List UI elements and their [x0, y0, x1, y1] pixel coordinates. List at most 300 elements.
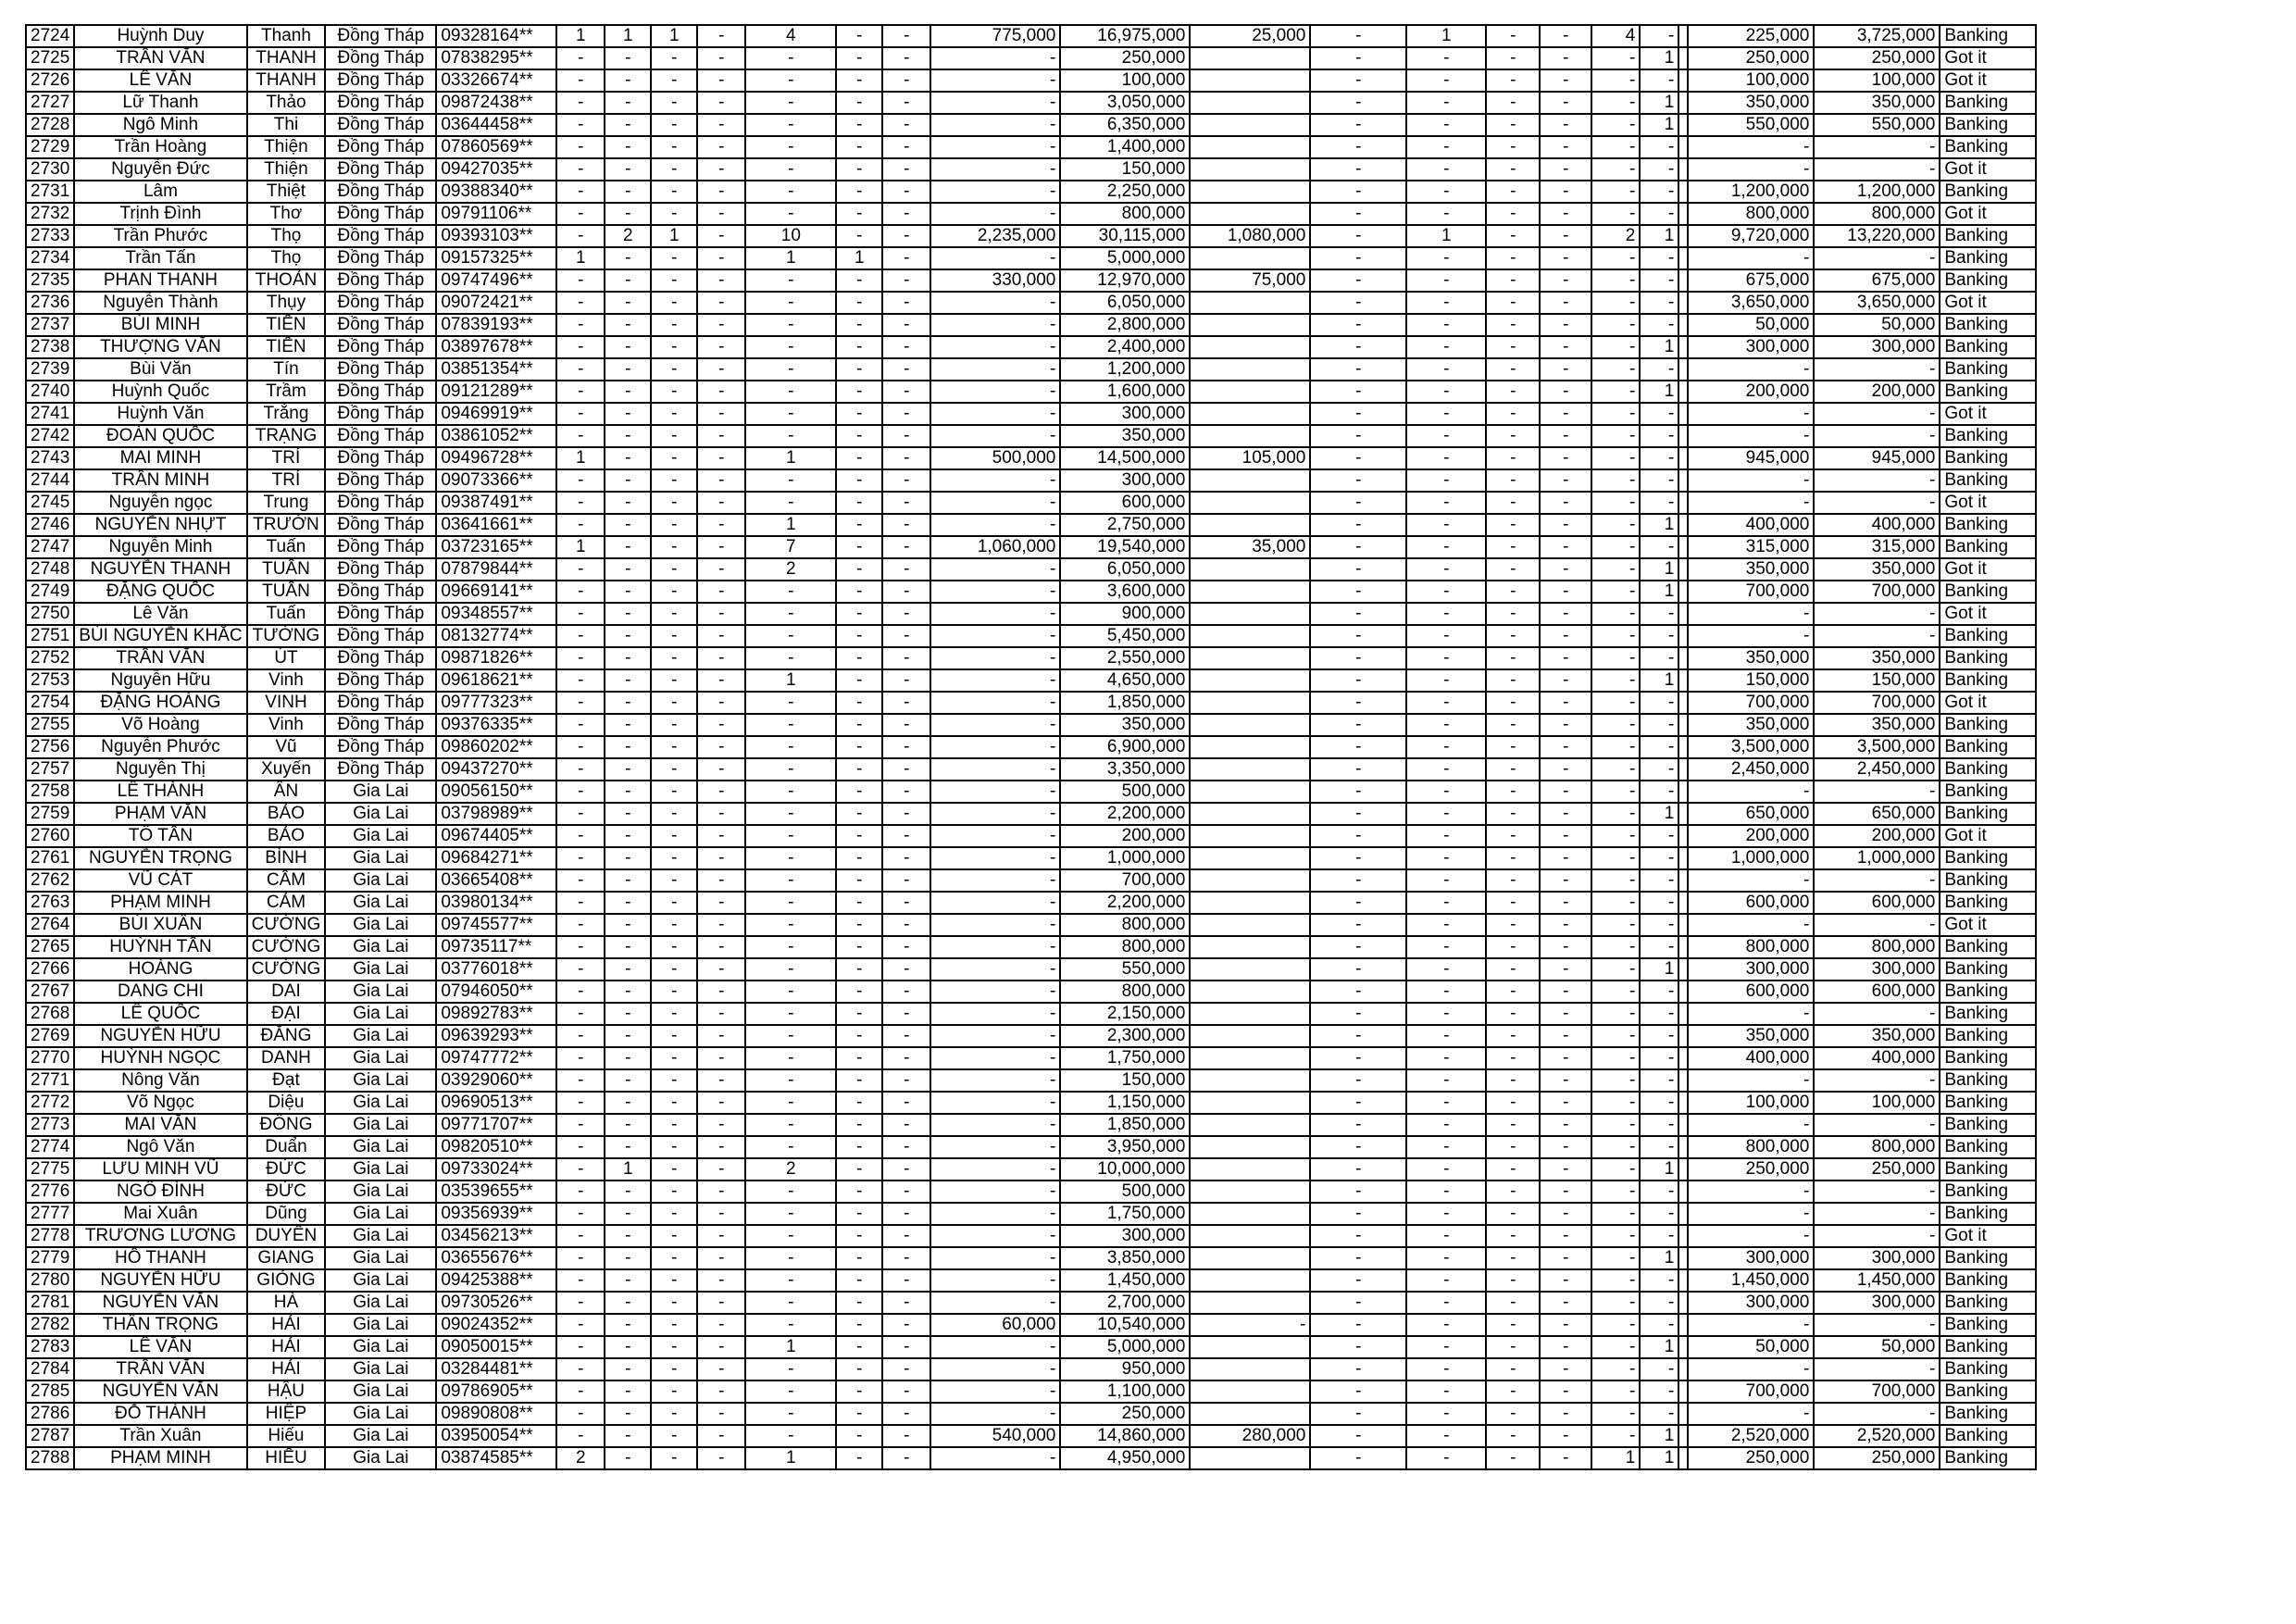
cell-q14: [1678, 1158, 1688, 1181]
cell-q4: -: [697, 936, 745, 958]
cell-name: THANH: [247, 47, 326, 69]
cell-v2: 2,150,000: [1060, 1003, 1190, 1025]
cell-q11: -: [1540, 625, 1591, 647]
cell-q6: -: [836, 47, 882, 69]
cell-q10: -: [1486, 558, 1540, 581]
cell-q7: -: [882, 714, 930, 736]
cell-name: CẢM: [247, 892, 326, 914]
cell-q6: -: [836, 892, 882, 914]
cell-v3: [1190, 181, 1310, 203]
cell-q14: [1678, 669, 1688, 692]
cell-q12: -: [1591, 914, 1640, 936]
cell-q3: -: [651, 603, 697, 625]
cell-q10: -: [1486, 1358, 1540, 1380]
cell-q9: 1: [1406, 225, 1486, 247]
cell-province: Gia Lai: [325, 803, 436, 825]
cell-q6: -: [836, 1203, 882, 1225]
cell-q2: -: [605, 803, 651, 825]
cell-v2: 3,950,000: [1060, 1136, 1190, 1158]
cell-q14: [1678, 1203, 1688, 1225]
cell-q9: -: [1406, 1292, 1486, 1314]
cell-surname: PHẠM MINH: [74, 892, 246, 914]
cell-q5: -: [745, 269, 836, 292]
cell-province: Gia Lai: [325, 1247, 436, 1269]
cell-q3: -: [651, 469, 697, 492]
cell-q3: -: [651, 1047, 697, 1069]
cell-surname: NGÔ ĐÌNH: [74, 1181, 246, 1203]
cell-q9: -: [1406, 425, 1486, 447]
cell-no: 2743: [26, 447, 74, 469]
cell-q7: -: [882, 292, 930, 314]
cell-no: 2756: [26, 736, 74, 758]
cell-phone: 09437270**: [436, 758, 556, 781]
cell-phone: 09024352**: [436, 1314, 556, 1336]
cell-name: ĐĂNG: [247, 1025, 326, 1047]
cell-q7: -: [882, 758, 930, 781]
cell-surname: DANG CHI: [74, 981, 246, 1003]
cell-q1: -: [556, 892, 605, 914]
cell-q13: -: [1640, 1003, 1678, 1025]
cell-no: 2733: [26, 225, 74, 247]
cell-q13: -: [1640, 447, 1678, 469]
cell-surname: Trần Hoàng: [74, 136, 246, 158]
cell-method: Banking: [1940, 1114, 2036, 1136]
cell-q1: -: [556, 136, 605, 158]
cell-no: 2758: [26, 781, 74, 803]
cell-surname: TRẦN VĂN: [74, 647, 246, 669]
cell-v1: -: [930, 1380, 1060, 1403]
cell-q14: [1678, 647, 1688, 669]
cell-q8: -: [1310, 847, 1406, 869]
cell-v2: 3,600,000: [1060, 581, 1190, 603]
cell-name: ĐỨC: [247, 1181, 326, 1203]
cell-q3: -: [651, 1136, 697, 1158]
cell-q1: 1: [556, 25, 605, 47]
cell-q4: -: [697, 247, 745, 269]
cell-q7: -: [882, 1114, 930, 1136]
cell-province: Đồng Tháp: [325, 92, 436, 114]
cell-method: Banking: [1940, 1069, 2036, 1092]
cell-q7: -: [882, 514, 930, 536]
cell-q4: -: [697, 1336, 745, 1358]
cell-q10: -: [1486, 447, 1540, 469]
cell-v2: 2,250,000: [1060, 181, 1190, 203]
cell-v4: -: [1688, 1181, 1814, 1203]
cell-q11: -: [1540, 1292, 1591, 1314]
cell-v3: -: [1190, 1314, 1310, 1336]
cell-name: HẢI: [247, 1314, 326, 1336]
cell-q14: [1678, 1314, 1688, 1336]
cell-no: 2781: [26, 1292, 74, 1314]
cell-q12: -: [1591, 247, 1640, 269]
cell-q1: -: [556, 1314, 605, 1336]
cell-q5: -: [745, 203, 836, 225]
cell-v2: 5,000,000: [1060, 1336, 1190, 1358]
cell-q8: -: [1310, 536, 1406, 558]
cell-q5: -: [745, 869, 836, 892]
cell-method: Banking: [1940, 92, 2036, 114]
cell-method: Banking: [1940, 269, 2036, 292]
cell-q10: -: [1486, 381, 1540, 403]
cell-no: 2779: [26, 1247, 74, 1269]
cell-q4: -: [697, 781, 745, 803]
cell-q13: 1: [1640, 1158, 1678, 1181]
cell-q6: -: [836, 1336, 882, 1358]
cell-q9: -: [1406, 69, 1486, 92]
cell-q10: -: [1486, 136, 1540, 158]
cell-q3: -: [651, 1092, 697, 1114]
cell-no: 2744: [26, 469, 74, 492]
cell-v4: -: [1688, 403, 1814, 425]
cell-q4: -: [697, 803, 745, 825]
cell-phone: 03874585**: [436, 1447, 556, 1469]
cell-v5: 650,000: [1814, 803, 1940, 825]
cell-v3: [1190, 581, 1310, 603]
cell-q9: -: [1406, 447, 1486, 469]
cell-v2: 30,115,000: [1060, 225, 1190, 247]
table-row: [26, 536, 2036, 558]
cell-q4: -: [697, 1069, 745, 1092]
cell-q6: -: [836, 1314, 882, 1336]
cell-q11: -: [1540, 692, 1591, 714]
cell-method: Banking: [1940, 1181, 2036, 1203]
cell-surname: NGUYỄN HỮU: [74, 1269, 246, 1292]
cell-v3: [1190, 936, 1310, 958]
table-row: [26, 1425, 2036, 1447]
cell-q5: 2: [745, 1158, 836, 1181]
cell-q9: -: [1406, 1269, 1486, 1292]
cell-q2: -: [605, 669, 651, 692]
cell-province: Đồng Tháp: [325, 758, 436, 781]
cell-name: HÀ: [247, 1292, 326, 1314]
cell-q1: -: [556, 492, 605, 514]
cell-v1: -: [930, 825, 1060, 847]
cell-q12: -: [1591, 558, 1640, 581]
cell-q5: -: [745, 647, 836, 669]
cell-q13: -: [1640, 69, 1678, 92]
cell-v1: -: [930, 292, 1060, 314]
cell-q8: -: [1310, 936, 1406, 958]
cell-q10: -: [1486, 669, 1540, 692]
cell-surname: Võ Ngọc: [74, 1092, 246, 1114]
cell-v3: [1190, 981, 1310, 1003]
cell-v4: 300,000: [1688, 1247, 1814, 1269]
cell-province: Đồng Tháp: [325, 381, 436, 403]
cell-q13: 1: [1640, 336, 1678, 358]
cell-method: Banking: [1940, 936, 2036, 958]
cell-q11: -: [1540, 1136, 1591, 1158]
cell-v5: 200,000: [1814, 825, 1940, 847]
table-row: [26, 1203, 2036, 1225]
cell-v2: 4,650,000: [1060, 669, 1190, 692]
cell-surname: TRẦN VĂN: [74, 1358, 246, 1380]
cell-q9: -: [1406, 803, 1486, 825]
cell-no: 2740: [26, 381, 74, 403]
cell-province: Gia Lai: [325, 847, 436, 869]
cell-v2: 900,000: [1060, 603, 1190, 625]
cell-v4: 50,000: [1688, 1336, 1814, 1358]
cell-name: ĐÔNG: [247, 1114, 326, 1136]
cell-q4: -: [697, 158, 745, 181]
cell-name: TRƯỜN: [247, 514, 326, 536]
cell-q8: -: [1310, 92, 1406, 114]
cell-method: Banking: [1940, 869, 2036, 892]
cell-v5: 1,200,000: [1814, 181, 1940, 203]
cell-v4: 400,000: [1688, 514, 1814, 536]
cell-q11: -: [1540, 1425, 1591, 1447]
cell-name: Duẩn: [247, 1136, 326, 1158]
cell-q10: -: [1486, 314, 1540, 336]
cell-surname: VŨ CÁT: [74, 869, 246, 892]
cell-v2: 300,000: [1060, 403, 1190, 425]
cell-v2: 3,850,000: [1060, 1247, 1190, 1269]
cell-v5: 300,000: [1814, 958, 1940, 981]
cell-surname: Trần Xuân: [74, 1425, 246, 1447]
cell-method: Banking: [1940, 1247, 2036, 1269]
cell-q8: -: [1310, 1003, 1406, 1025]
cell-q11: -: [1540, 69, 1591, 92]
cell-q11: -: [1540, 336, 1591, 358]
cell-surname: HOÀNG: [74, 958, 246, 981]
cell-name: Tín: [247, 358, 326, 381]
cell-q1: -: [556, 314, 605, 336]
cell-v1: -: [930, 1358, 1060, 1380]
cell-v1: -: [930, 381, 1060, 403]
cell-v5: -: [1814, 603, 1940, 625]
cell-q2: -: [605, 358, 651, 381]
cell-q2: -: [605, 1025, 651, 1047]
cell-phone: 03798989**: [436, 803, 556, 825]
cell-v4: -: [1688, 358, 1814, 381]
cell-q1: -: [556, 847, 605, 869]
cell-q12: -: [1591, 1069, 1640, 1092]
cell-q8: -: [1310, 781, 1406, 803]
cell-method: Banking: [1940, 1403, 2036, 1425]
cell-q2: -: [605, 1092, 651, 1114]
cell-q12: -: [1591, 447, 1640, 469]
cell-province: Đồng Tháp: [325, 336, 436, 358]
cell-surname: Nguyễn Phước: [74, 736, 246, 758]
cell-v4: -: [1688, 1069, 1814, 1092]
cell-no: 2767: [26, 981, 74, 1003]
cell-name: HẢI: [247, 1358, 326, 1380]
cell-q7: -: [882, 1336, 930, 1358]
cell-name: DAI: [247, 981, 326, 1003]
cell-method: Banking: [1940, 758, 2036, 781]
cell-method: Banking: [1940, 1269, 2036, 1292]
cell-no: 2738: [26, 336, 74, 358]
cell-method: Banking: [1940, 469, 2036, 492]
cell-q5: -: [745, 1358, 836, 1380]
table-row: [26, 203, 2036, 225]
cell-q10: -: [1486, 1336, 1540, 1358]
cell-name: DUYÊN: [247, 1225, 326, 1247]
cell-q7: -: [882, 1358, 930, 1380]
cell-surname: MAI MINH: [74, 447, 246, 469]
cell-q5: -: [745, 981, 836, 1003]
cell-v1: -: [930, 758, 1060, 781]
cell-v4: 600,000: [1688, 892, 1814, 914]
cell-q7: -: [882, 558, 930, 581]
cell-q3: -: [651, 136, 697, 158]
cell-q4: -: [697, 1158, 745, 1181]
cell-q8: -: [1310, 492, 1406, 514]
cell-q4: -: [697, 114, 745, 136]
cell-phone: 03641661**: [436, 514, 556, 536]
cell-q3: -: [651, 381, 697, 403]
cell-name: GIANG: [247, 1247, 326, 1269]
cell-q1: -: [556, 269, 605, 292]
cell-q1: -: [556, 603, 605, 625]
cell-q2: -: [605, 1003, 651, 1025]
cell-v5: -: [1814, 1225, 1940, 1247]
cell-method: Banking: [1940, 1092, 2036, 1114]
cell-q7: -: [882, 1203, 930, 1225]
cell-q4: -: [697, 469, 745, 492]
cell-v3: [1190, 1114, 1310, 1136]
cell-q1: -: [556, 225, 605, 247]
cell-v5: 150,000: [1814, 669, 1940, 692]
cell-no: 2754: [26, 692, 74, 714]
cell-q7: -: [882, 781, 930, 803]
cell-v4: -: [1688, 914, 1814, 936]
cell-v1: -: [930, 1003, 1060, 1025]
cell-q5: 1: [745, 447, 836, 469]
cell-q5: -: [745, 625, 836, 647]
cell-q4: -: [697, 292, 745, 314]
cell-no: 2778: [26, 1225, 74, 1247]
cell-surname: PHẠM VĂN: [74, 803, 246, 825]
cell-q14: [1678, 803, 1688, 825]
cell-q12: -: [1591, 203, 1640, 225]
cell-name: Thảo: [247, 92, 326, 114]
cell-q11: -: [1540, 1158, 1591, 1181]
cell-name: VINH: [247, 692, 326, 714]
cell-q8: -: [1310, 1158, 1406, 1181]
cell-q7: -: [882, 1269, 930, 1292]
cell-v2: 2,800,000: [1060, 314, 1190, 336]
cell-q10: -: [1486, 736, 1540, 758]
cell-q14: [1678, 714, 1688, 736]
cell-q2: -: [605, 625, 651, 647]
cell-phone: 09690513**: [436, 1092, 556, 1114]
cell-q5: -: [745, 1003, 836, 1025]
cell-q2: -: [605, 714, 651, 736]
cell-phone: 07860569**: [436, 136, 556, 158]
cell-method: Banking: [1940, 714, 2036, 736]
cell-v5: -: [1814, 625, 1940, 647]
cell-q13: 1: [1640, 958, 1678, 981]
cell-no: 2737: [26, 314, 74, 336]
cell-q5: 10: [745, 225, 836, 247]
cell-q8: -: [1310, 25, 1406, 47]
cell-q9: -: [1406, 1403, 1486, 1425]
cell-phone: 07838295**: [436, 47, 556, 69]
cell-q5: -: [745, 1181, 836, 1203]
cell-q1: -: [556, 936, 605, 958]
cell-q5: -: [745, 692, 836, 714]
cell-phone: 09890808**: [436, 1403, 556, 1425]
cell-q10: -: [1486, 536, 1540, 558]
cell-q6: -: [836, 158, 882, 181]
cell-no: 2784: [26, 1358, 74, 1380]
cell-q10: -: [1486, 714, 1540, 736]
cell-q2: 1: [605, 25, 651, 47]
cell-method: Banking: [1940, 1203, 2036, 1225]
cell-q7: -: [882, 1380, 930, 1403]
cell-q12: -: [1591, 1158, 1640, 1181]
cell-q10: -: [1486, 692, 1540, 714]
cell-q9: -: [1406, 181, 1486, 203]
cell-method: Banking: [1940, 1003, 2036, 1025]
cell-q14: [1678, 1047, 1688, 1069]
cell-q11: -: [1540, 758, 1591, 781]
cell-phone: 07879844**: [436, 558, 556, 581]
cell-q7: -: [882, 825, 930, 847]
cell-q6: -: [836, 203, 882, 225]
cell-v3: [1190, 958, 1310, 981]
cell-q6: -: [836, 269, 882, 292]
cell-surname: TRẦN VĂN: [74, 47, 246, 69]
cell-q5: -: [745, 92, 836, 114]
cell-q11: -: [1540, 403, 1591, 425]
cell-name: TƯỜNG: [247, 625, 326, 647]
cell-v3: [1190, 514, 1310, 536]
cell-q12: -: [1591, 358, 1640, 381]
cell-no: 2772: [26, 1092, 74, 1114]
cell-v4: 9,720,000: [1688, 225, 1814, 247]
cell-q6: -: [836, 603, 882, 625]
cell-q14: [1678, 1181, 1688, 1203]
table-row: [26, 336, 2036, 358]
cell-v5: 250,000: [1814, 1447, 1940, 1469]
cell-province: Đồng Tháp: [325, 647, 436, 669]
cell-q9: -: [1406, 781, 1486, 803]
cell-q2: -: [605, 936, 651, 958]
cell-q14: [1678, 625, 1688, 647]
cell-q10: -: [1486, 514, 1540, 536]
cell-v3: [1190, 1069, 1310, 1092]
cell-v3: [1190, 247, 1310, 269]
cell-no: 2777: [26, 1203, 74, 1225]
cell-q4: -: [697, 358, 745, 381]
cell-q9: 1: [1406, 25, 1486, 47]
cell-v5: 2,450,000: [1814, 758, 1940, 781]
cell-q9: -: [1406, 1203, 1486, 1225]
table-body: [26, 25, 2036, 1469]
cell-surname: Võ Hoàng: [74, 714, 246, 736]
cell-q10: -: [1486, 1047, 1540, 1069]
cell-q8: -: [1310, 425, 1406, 447]
cell-q12: -: [1591, 69, 1640, 92]
cell-surname: Nguyễn Thị: [74, 758, 246, 781]
cell-q8: -: [1310, 669, 1406, 692]
cell-province: Gia Lai: [325, 869, 436, 892]
cell-q3: -: [651, 1181, 697, 1203]
cell-q3: -: [651, 247, 697, 269]
cell-surname: NGUYỄN VĂN: [74, 1292, 246, 1314]
cell-name: DANH: [247, 1047, 326, 1069]
cell-q13: -: [1640, 892, 1678, 914]
cell-q8: -: [1310, 1358, 1406, 1380]
cell-q11: -: [1540, 447, 1591, 469]
cell-v1: -: [930, 1336, 1060, 1358]
cell-q10: -: [1486, 1092, 1540, 1114]
cell-q3: 1: [651, 225, 697, 247]
cell-q12: -: [1591, 981, 1640, 1003]
cell-q7: -: [882, 914, 930, 936]
cell-no: 2773: [26, 1114, 74, 1136]
